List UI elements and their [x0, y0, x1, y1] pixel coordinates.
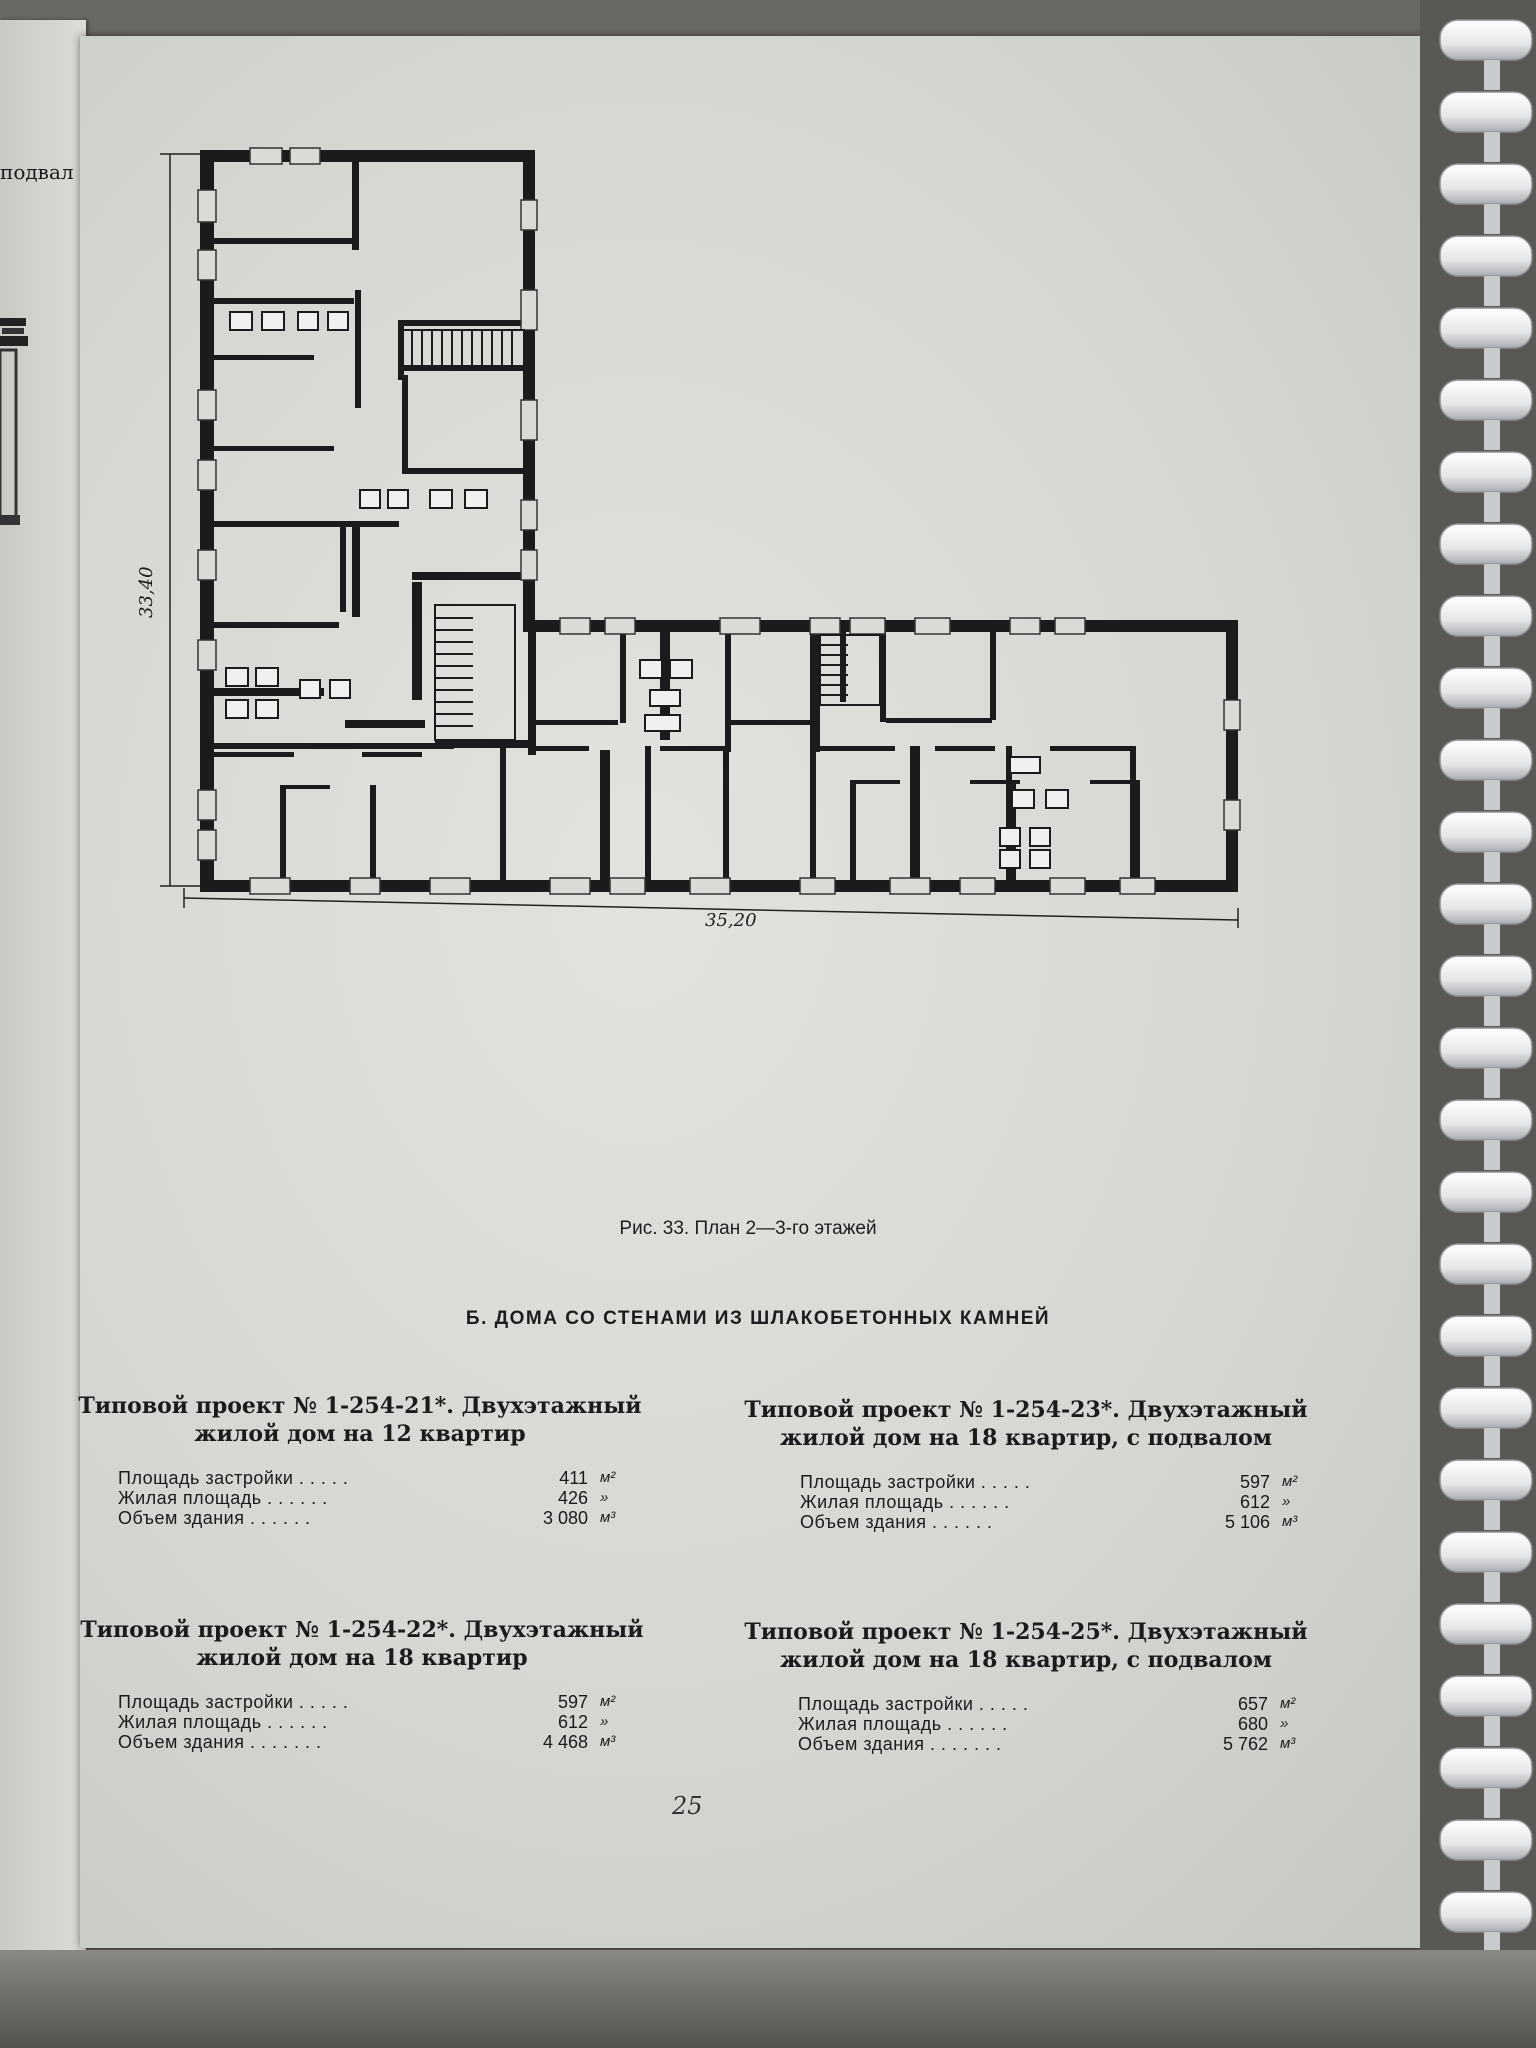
binding-coil	[1440, 164, 1532, 204]
binding-coil-wire	[1484, 1068, 1500, 1098]
binding-coil	[1440, 308, 1532, 348]
binding-coil	[1440, 380, 1532, 420]
project-card	[62, 1616, 662, 1752]
stat-row: Жилая площадь . . . . . . 612 »	[118, 1712, 609, 1732]
project-stats	[798, 1694, 1320, 1754]
binding-coil-wire	[1484, 60, 1500, 90]
binding-coil-wire	[1484, 1644, 1500, 1674]
binding-coil	[1440, 884, 1532, 924]
desk-background	[0, 1950, 1536, 2048]
binding-coil-wire	[1484, 996, 1500, 1026]
binding-coil	[1440, 1388, 1532, 1428]
width-dimension-label: 35,20	[705, 910, 757, 931]
stat-row: Площадь застройки . . . . . 657 м²	[798, 1694, 1296, 1714]
stat-row: Жилая площадь . . . . . . 680 »	[798, 1714, 1289, 1734]
stat-row: Жилая площадь . . . . . . 612 »	[800, 1492, 1291, 1512]
binding-coil	[1440, 1676, 1532, 1716]
floor-plan-drawing	[130, 140, 1260, 1200]
binding-coil-wire	[1484, 1140, 1500, 1170]
binding-coil	[1440, 596, 1532, 636]
binding-coil	[1440, 1532, 1532, 1572]
binding-coil-wire	[1484, 1716, 1500, 1746]
previous-page-fragment: подвал	[0, 160, 74, 184]
binding-coil-wire	[1484, 636, 1500, 666]
background	[0, 0, 1536, 40]
height-dimension-label: 33,40	[136, 566, 157, 618]
binding-coil-wire	[1484, 852, 1500, 882]
stat-row: Площадь застройки . . . . . 597 м²	[118, 1692, 616, 1712]
project-title: Типовой проект № 1-254-22*. Двухэтажный жилой дом на 18 квартир	[80, 1617, 644, 1671]
project-card	[726, 1618, 1326, 1754]
binding-coil	[1440, 1316, 1532, 1356]
binding-coil-wire	[1484, 1356, 1500, 1386]
binding-coil-wire	[1484, 276, 1500, 306]
binding-coil	[1440, 1892, 1532, 1932]
spiral-binding-icon	[1420, 0, 1536, 2048]
binding-coil	[1440, 1460, 1532, 1500]
page-number: 25	[672, 1792, 703, 1820]
binding-coil	[1440, 1244, 1532, 1284]
binding-coil	[1440, 956, 1532, 996]
section-heading: Б. ДОМА СО СТЕНАМИ ИЗ ШЛАКОБЕТОННЫХ КАМНЕЙ	[465, 1308, 1051, 1329]
binding-coil-wire	[1484, 1572, 1500, 1602]
binding-coil-wire	[1484, 708, 1500, 738]
binding-coil	[1440, 1820, 1532, 1860]
project-title: Типовой проект № 1-254-25*. Двухэтажный жилой дом на 18 квартир, с подвалом	[744, 1619, 1308, 1673]
binding-coil-wire	[1484, 780, 1500, 810]
binding-coil-wire	[1484, 1500, 1500, 1530]
stat-row: Объем здания . . . . . . 5 106 м³	[800, 1512, 1298, 1532]
stat-row: Объем здания . . . . . . . 5 762 м³	[798, 1734, 1296, 1754]
project-stats	[800, 1472, 1322, 1532]
project-title: Типовой проект № 1-254-21*. Двухэтажный жилой дом на 12 квартир	[78, 1393, 642, 1447]
binding-coil	[1440, 20, 1532, 60]
binding-coil	[1440, 812, 1532, 852]
binding-coil-wire	[1484, 1788, 1500, 1818]
binding-coil	[1440, 92, 1532, 132]
binding-coil	[1440, 668, 1532, 708]
binding-coil-wire	[1484, 1860, 1500, 1890]
binding-coil	[1440, 1100, 1532, 1140]
binding-coil-wire	[1484, 1212, 1500, 1242]
binding-coil-wire	[1484, 348, 1500, 378]
binding-coil	[1440, 1604, 1532, 1644]
stat-row: Площадь застройки . . . . . 411 м²	[118, 1468, 616, 1488]
binding-coil-wire	[1484, 132, 1500, 162]
binding-coil	[1440, 1748, 1532, 1788]
binding-coil-wire	[1484, 420, 1500, 450]
binding-coil	[1440, 1028, 1532, 1068]
figure-caption: Рис. 33. План 2—3-го этажей	[619, 1218, 877, 1239]
project-card	[726, 1396, 1326, 1532]
binding-coil-wire	[1484, 564, 1500, 594]
binding-coil	[1440, 452, 1532, 492]
binding-coil-wire	[1484, 924, 1500, 954]
binding-coil	[1440, 740, 1532, 780]
binding-coil	[1440, 236, 1532, 276]
project-stats	[118, 1468, 640, 1528]
binding-coil-wire	[1484, 492, 1500, 522]
stat-row: Объем здания . . . . . . . 4 468 м³	[118, 1732, 616, 1752]
column-ornament-icon	[0, 310, 34, 540]
stat-row: Площадь застройки . . . . . 597 м²	[800, 1472, 1298, 1492]
binding-coil-wire	[1484, 1428, 1500, 1458]
binding-coil	[1440, 1172, 1532, 1212]
binding-coil-wire	[1484, 204, 1500, 234]
binding-coil-wire	[1484, 1284, 1500, 1314]
stat-row: Жилая площадь . . . . . . 426 »	[118, 1488, 609, 1508]
stat-row: Объем здания . . . . . . 3 080 м³	[118, 1508, 616, 1528]
project-title: Типовой проект № 1-254-23*. Двухэтажный жилой дом на 18 квартир, с подвалом	[744, 1397, 1308, 1451]
project-stats	[118, 1692, 640, 1752]
project-card	[60, 1392, 660, 1528]
binding-coil	[1440, 524, 1532, 564]
